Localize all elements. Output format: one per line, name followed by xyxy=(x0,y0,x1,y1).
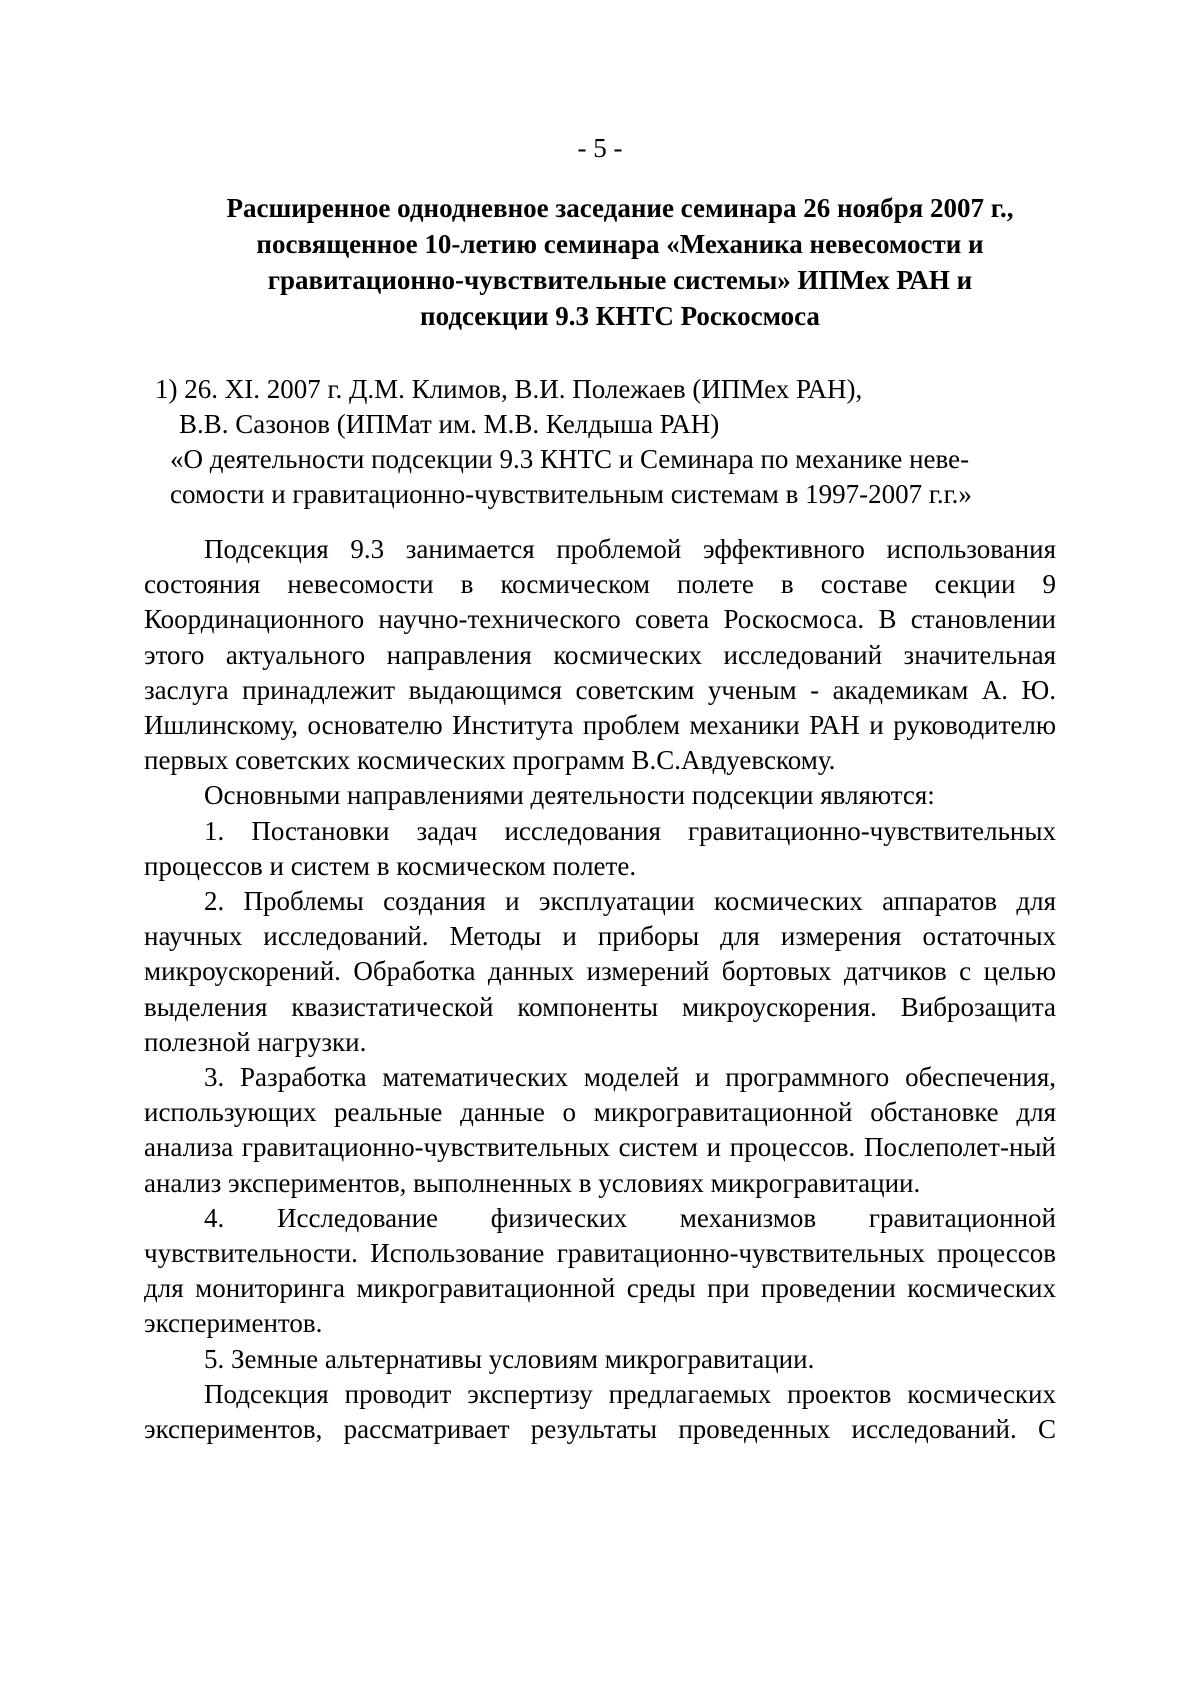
body-text xyxy=(144,532,1056,1447)
seminar-entry xyxy=(155,372,1075,512)
paragraph: Подсекция проводит экспертизу предлагаемых проектов космических экспериментов, рассматривает результаты проведенных исследований. С xyxy=(144,1378,1056,1445)
page-number: - 5 - xyxy=(577,133,623,163)
list-item: 5. Земные альтернативы условиям микрогравитации. xyxy=(204,1343,815,1374)
entry-talk-title-cont: сомости и гравитационно-чувствительным системам в 1997-2007 г.г.» xyxy=(170,479,972,509)
entry-date-authors: 1) 26. XI. 2007 г. Д.М. Климов, В.И. Полежаев (ИПМех РАН), xyxy=(155,374,863,404)
list-item: 3. Разработка математических моделей и программного обеспечения, использующих реальные данные о микрогравитационной обстановке для анализа гравитационно-чувствительных систем и процессов. Послеполет-ный анализ экспериментов, выполненных в условиях микрогравитации. xyxy=(144,1062,1056,1198)
list-item: 2. Проблемы создания и эксплуатации космических аппаратов для научных исследований. Методы и приборы для измерения остаточных микроускорений. Обработка данных измерений бортовых датчиков с целью выделения квазистатической компоненты микроускорения. Виброзащита полезной нагрузки. xyxy=(144,886,1056,1057)
list-item: 1. Постановки задач исследования гравитационно-чувствительных процессов и систем в космическом полете. xyxy=(144,815,1056,881)
entry-talk-title: «О деятельности подсекции 9.3 КНТС и Семинара по механике неве- xyxy=(170,444,970,474)
section-heading xyxy=(150,190,1090,334)
heading-line: посвященное 10-летию семинара «Механика невесомости и xyxy=(256,229,984,259)
heading-line: гравитационно-чувствительные системы» ИПМех РАН и xyxy=(267,265,973,295)
paragraph: Подсекция 9.3 занимается проблемой эффективного использования состояния невесомости в космическом полете в составе секции 9 Координационного научно-технического совета Роскосмоса. В становлении этого актуального направления космических исследований значительная заслуга принадлежит выдающимся советским ученым - академикам А. Ю. Ишлинскому, основателю Института проблем механики РАН и руководителю первых советских космических программ В.С.Авдуевскому. xyxy=(144,534,1056,776)
entry-coauthor: В.В. Сазонов (ИПМат им. М.В. Келдыша РАН) xyxy=(179,409,720,439)
paragraph: Основными направлениями деятельности подсекции являются: xyxy=(204,780,935,811)
heading-line: подсекции 9.3 КНТС Роскосмоса xyxy=(420,301,820,331)
list-item: 4. Исследование физических механизмов гравитационной чувствительности. Использование гравитационно-чувствительных процессов для мониторинга микрогравитационной среды при проведении космических экспериментов. xyxy=(144,1202,1056,1339)
heading-line: Расширенное однодневное заседание семинара 26 ноября 2007 г., xyxy=(226,193,1014,223)
